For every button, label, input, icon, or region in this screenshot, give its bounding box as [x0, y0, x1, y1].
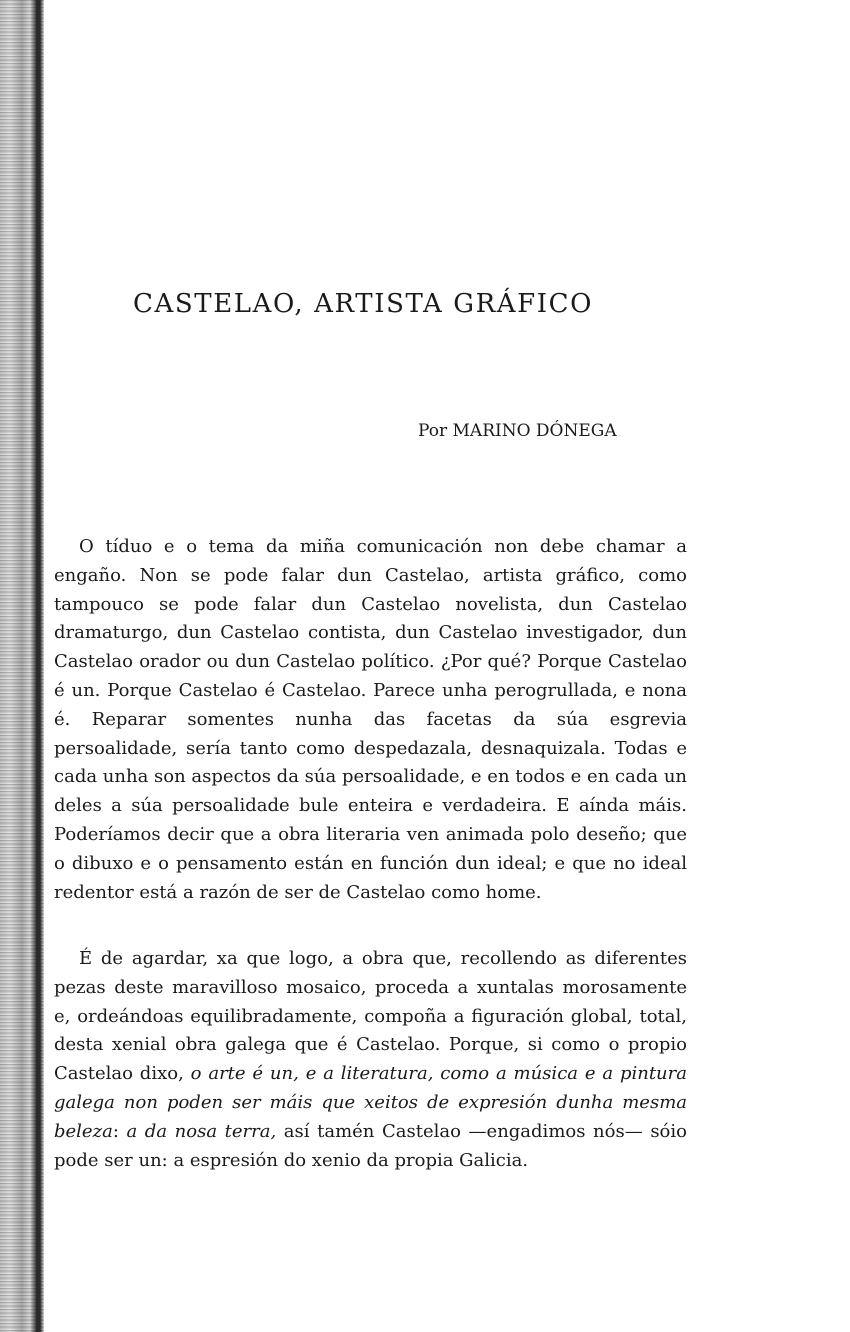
- paragraph-2-text-middle: :: [112, 1120, 127, 1142]
- body-paragraph-2: [54, 945, 687, 1175]
- body-paragraph-1-container: [54, 533, 687, 907]
- body-paragraph-1: O tíduo e o tema da miña comunicación non debe chamar a engaño. Non se pode falar dun Castelao, artista gráfico, como tampouco se pode falar dun Castelao novelista, dun Castelao dramaturgo, dun Castelao contista, dun Castelao investigador, dun Castelao orador ou dun Castelao político. ¿Por qué? Porque Castelao é un. Porque Castelao é Castelao. Parece unha perogrullada, e nona é. Reparar somentes nunha das facetas da súa esgrevia persoalidade, sería tanto como despedazala, desnaquizala. Todas e cada unha son aspectos da súa persoalidade, e en todos e en cada un deles a súa persoalidade bule enteira e verdadeira. E aínda máis. Poderíamos decir que a obra literaria ven animada polo deseño; que o dibuxo e o pensamento están en función dun ideal; e que no ideal redentor está a razón de ser de Castelao como home.: [54, 536, 687, 903]
- paragraph-2-quote-italic-2: a da nosa terra,: [126, 1120, 277, 1142]
- paragraph-2-text-before: É de agardar, xa que logo, a obra que, recollendo as diferentes pezas deste maravilloso mosaico, proceda a xuntalas morosamente e, ordeándoas equilibradamente, compoña a figuración global, total, desta xenial obra galega que é Castelao. Porque, si como o propio Castelao dixo,: [54, 948, 687, 1085]
- paragraph-2-quote-italic: o arte é un, e a literatura, como a música e a pintura galega non poden ser máis que xeitos de expresión dunha mesma beleza: [54, 1063, 687, 1142]
- body-paragraph-2-container: [54, 945, 687, 1175]
- author-byline: Por MARINO DÓNEGA: [418, 421, 617, 441]
- page-gutter-shadow: [36, 0, 40, 1332]
- article-title: CASTELAO, ARTISTA GRÁFICO: [133, 289, 594, 319]
- paragraph-2-text-after: así tamén Castelao —engadimos nós— sóio pode ser un: a espresión do xenio da propia Galicia.: [54, 1120, 687, 1171]
